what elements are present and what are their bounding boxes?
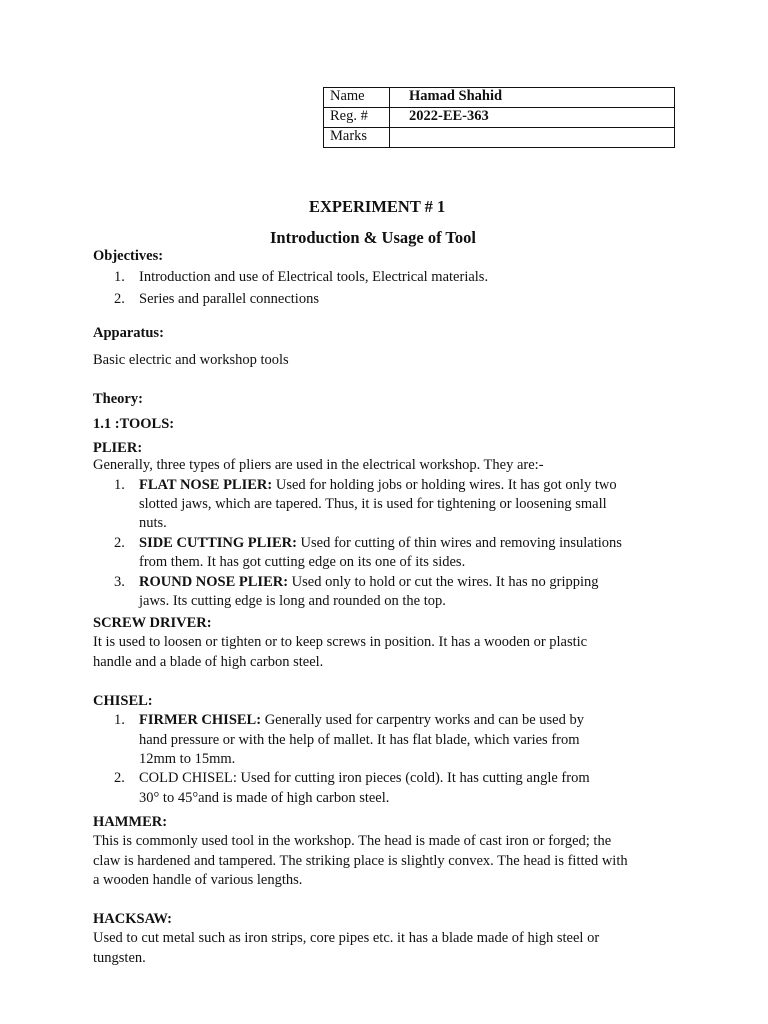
list-number: 1. bbox=[114, 712, 125, 728]
list-number: 1. bbox=[114, 477, 125, 493]
hammer-line: a wooden handle of various lengths. bbox=[93, 872, 303, 888]
plier-item-line: SIDE CUTTING PLIER: Used for cutting of thin wires and removing insulations bbox=[139, 535, 622, 551]
plier-item-title: ROUND NOSE PLIER: bbox=[139, 574, 289, 590]
chisel-item-line: FIRMER CHISEL: Generally used for carpentry works and can be used by bbox=[139, 712, 584, 728]
plier-item-line: jaws. Its cutting edge is long and rounded on the top. bbox=[139, 593, 446, 609]
hacksaw-line: tungsten. bbox=[93, 950, 146, 966]
experiment-title: EXPERIMENT # 1 bbox=[309, 197, 446, 216]
objective-text: Series and parallel connections bbox=[139, 291, 319, 307]
tools-heading: 1.1 :TOOLS: bbox=[93, 416, 175, 432]
info-value: 2022-EE-363 bbox=[390, 108, 675, 128]
list-number: 1. bbox=[114, 269, 125, 285]
info-key: Name bbox=[324, 88, 390, 108]
screwdriver-line: handle and a blade of high carbon steel. bbox=[93, 654, 324, 670]
chisel-item-line: COLD CHISEL: Used for cutting iron pieces (cold). It has cutting angle from bbox=[139, 770, 590, 786]
chisel-item-title: FIRMER CHISEL: bbox=[139, 712, 262, 728]
info-row-marks bbox=[324, 128, 675, 148]
info-value bbox=[390, 128, 675, 148]
screwdriver-line: It is used to loosen or tighten or to keep screws in position. It has a wooden or plastic bbox=[93, 634, 588, 650]
experiment-subtitle: Introduction & Usage of Tool bbox=[270, 228, 476, 247]
hammer-line: This is commonly used tool in the workshop. The head is made of cast iron or forged; the bbox=[93, 833, 612, 849]
objectives-heading: Objectives: bbox=[93, 248, 164, 264]
hammer-heading: HAMMER: bbox=[93, 814, 168, 830]
apparatus-text: Basic electric and workshop tools bbox=[93, 352, 289, 368]
objective-text: Introduction and use of Electrical tools, Electrical materials. bbox=[139, 269, 489, 285]
plier-heading: PLIER: bbox=[93, 440, 143, 456]
chisel-item-line: 30° to 45°and is made of high carbon steel. bbox=[139, 790, 390, 806]
list-number: 2. bbox=[114, 535, 125, 551]
plier-item-line: FLAT NOSE PLIER: Used for holding jobs or holding wires. It has got only two bbox=[139, 477, 617, 493]
info-value: Hamad Shahid bbox=[390, 88, 675, 108]
info-row-name bbox=[324, 88, 675, 108]
hacksaw-heading: HACKSAW: bbox=[93, 911, 172, 927]
plier-item-line: nuts. bbox=[139, 515, 167, 531]
info-key: Reg. # bbox=[324, 108, 390, 128]
plier-item-line: from them. It has got cutting edge on its one of its sides. bbox=[139, 554, 466, 570]
info-key: Marks bbox=[324, 128, 390, 148]
plier-item-line: slotted jaws, which are tapered. Thus, it is used for tightening or loosening small bbox=[139, 496, 607, 512]
hammer-line: claw is hardened and tampered. The striking place is slightly convex. The head is fitted with bbox=[93, 853, 628, 869]
theory-heading: Theory: bbox=[93, 391, 143, 407]
plier-item-line: ROUND NOSE PLIER: Used only to hold or cut the wires. It has no gripping bbox=[139, 574, 599, 590]
info-row-reg bbox=[324, 108, 675, 128]
apparatus-heading: Apparatus: bbox=[93, 325, 164, 341]
plier-intro: Generally, three types of pliers are used in the electrical workshop. They are:- bbox=[93, 457, 544, 473]
chisel-heading: CHISEL: bbox=[93, 693, 153, 709]
chisel-item-line: 12mm to 15mm. bbox=[139, 751, 236, 767]
screwdriver-heading: SCREW DRIVER: bbox=[93, 615, 212, 631]
list-number: 2. bbox=[114, 291, 125, 307]
plier-item-title: FLAT NOSE PLIER: bbox=[139, 477, 273, 493]
plier-item-title: SIDE CUTTING PLIER: bbox=[139, 535, 297, 551]
hacksaw-line: Used to cut metal such as iron strips, core pipes etc. it has a blade made of high steel or bbox=[93, 930, 600, 946]
list-number: 2. bbox=[114, 770, 125, 786]
student-info-table bbox=[323, 87, 675, 148]
chisel-item-line: hand pressure or with the help of mallet. It has flat blade, which varies from bbox=[139, 732, 580, 748]
list-number: 3. bbox=[114, 574, 125, 590]
